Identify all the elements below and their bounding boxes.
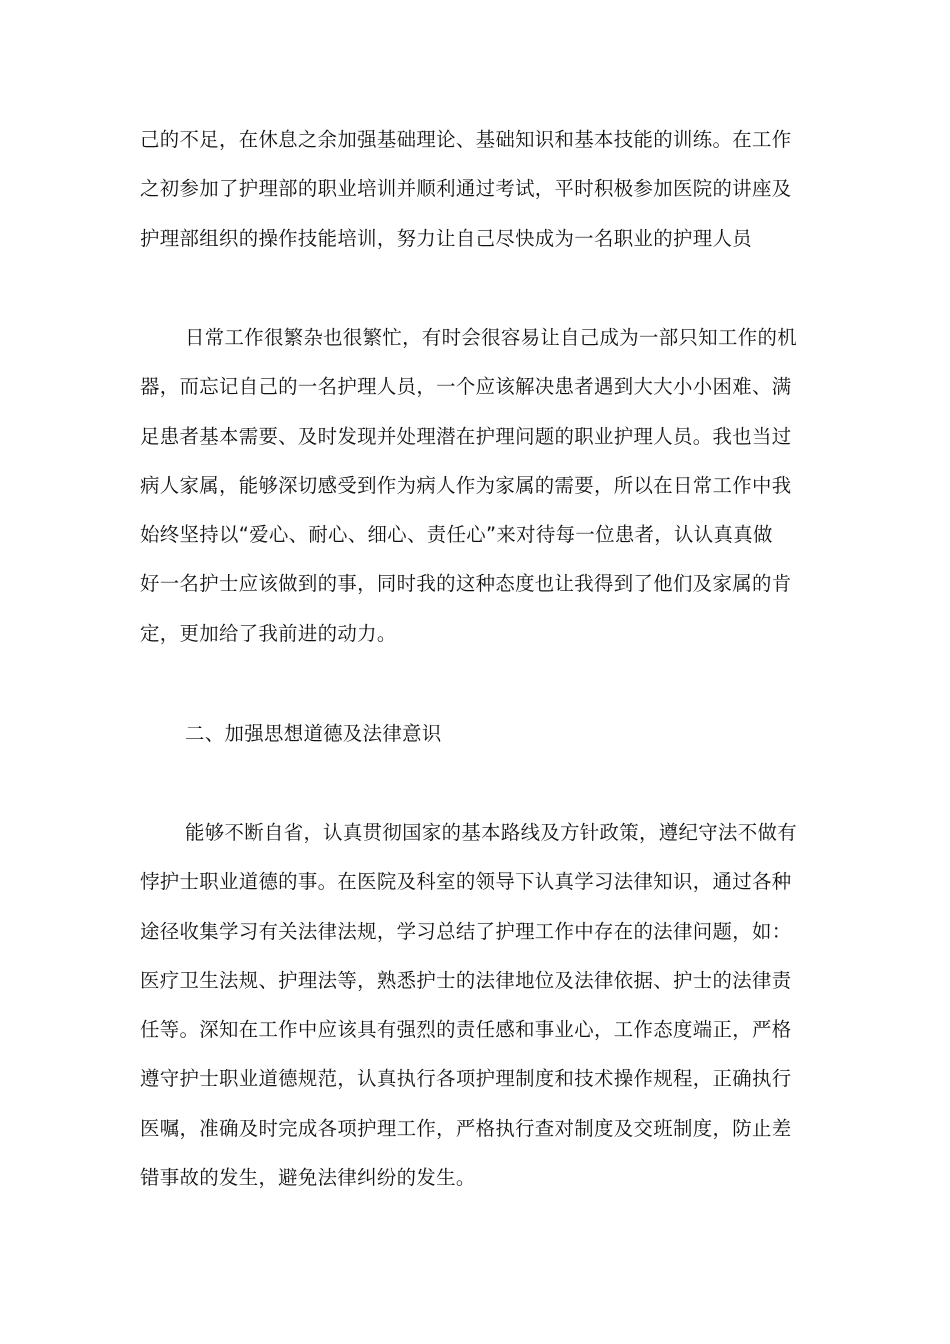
paragraph-line: 足患者基本需要、及时发现并处理潜在护理问题的职业护理人员。我也当过	[140, 424, 792, 448]
paragraph-line: 错事故的发生，避免法律纠纷的发生。	[140, 1166, 476, 1190]
paragraph-line: 器，而忘记自己的一名护理人员，一个应该解决患者遇到大大小小困难、满	[140, 375, 792, 399]
paragraph-line: 任等。深知在工作中应该具有强烈的责任感和事业心，工作态度端正，严格	[140, 1018, 792, 1042]
paragraph-line: 好一名护士应该做到的事，同时我的这种态度也让我得到了他们及家属的肯	[140, 572, 792, 596]
paragraph-ethics-law	[140, 808, 820, 1202]
paragraph-line: 始终坚持以“爱心、耐心、细心、责任心”来对待每一位患者，认认真真做	[140, 523, 773, 547]
paragraph-continuation	[140, 115, 820, 263]
paragraph-line: 日常工作很繁杂也很繁忙，有时会很容易让自己成为一部只知工作的机	[185, 326, 797, 349]
paragraph-line: 途径收集学习有关法律法规，学习总结了护理工作中存在的法律问题，如：	[140, 919, 792, 943]
paragraph-line: 病人家属，能够深切感受到作为病人作为家属的需要，所以在日常工作中我	[140, 473, 792, 497]
paragraph-line: 遵守护士职业道德规范，认真执行各项护理制度和技术操作规程，正确执行	[140, 1067, 792, 1091]
section-heading-text: 二、加强思想道德及法律意识	[185, 722, 442, 745]
paragraph-line: 之初参加了护理部的职业培训并顺利通过考试，平时积极参加医院的讲座及	[140, 177, 792, 201]
paragraph-line: 定，更加给了我前进的动力。	[140, 621, 397, 645]
paragraph-line: 医疗卫生法规、护理法等，熟悉护士的法律地位及法律依据、护士的法律责	[140, 968, 792, 992]
section-heading	[140, 709, 820, 758]
paragraph-line: 己的不足，在休息之余加强基础理论、基础知识和基本技能的训练。在工作	[140, 128, 792, 151]
paragraph-line: 悖护士职业道德的事。在医院及科室的领导下认真学习法律知识，通过各种	[140, 870, 792, 894]
paragraph-line: 医嘱，准确及时完成各项护理工作，严格执行查对制度及交班制度，防止差	[140, 1116, 792, 1140]
paragraph-daily-work	[140, 313, 820, 658]
paragraph-line: 护理部组织的操作技能培训，努力让自己尽快成为一名职业的护理人员	[140, 226, 752, 250]
paragraph-line: 能够不断自省，认真贯彻国家的基本路线及方针政策，遵纪守法不做有	[185, 821, 797, 844]
